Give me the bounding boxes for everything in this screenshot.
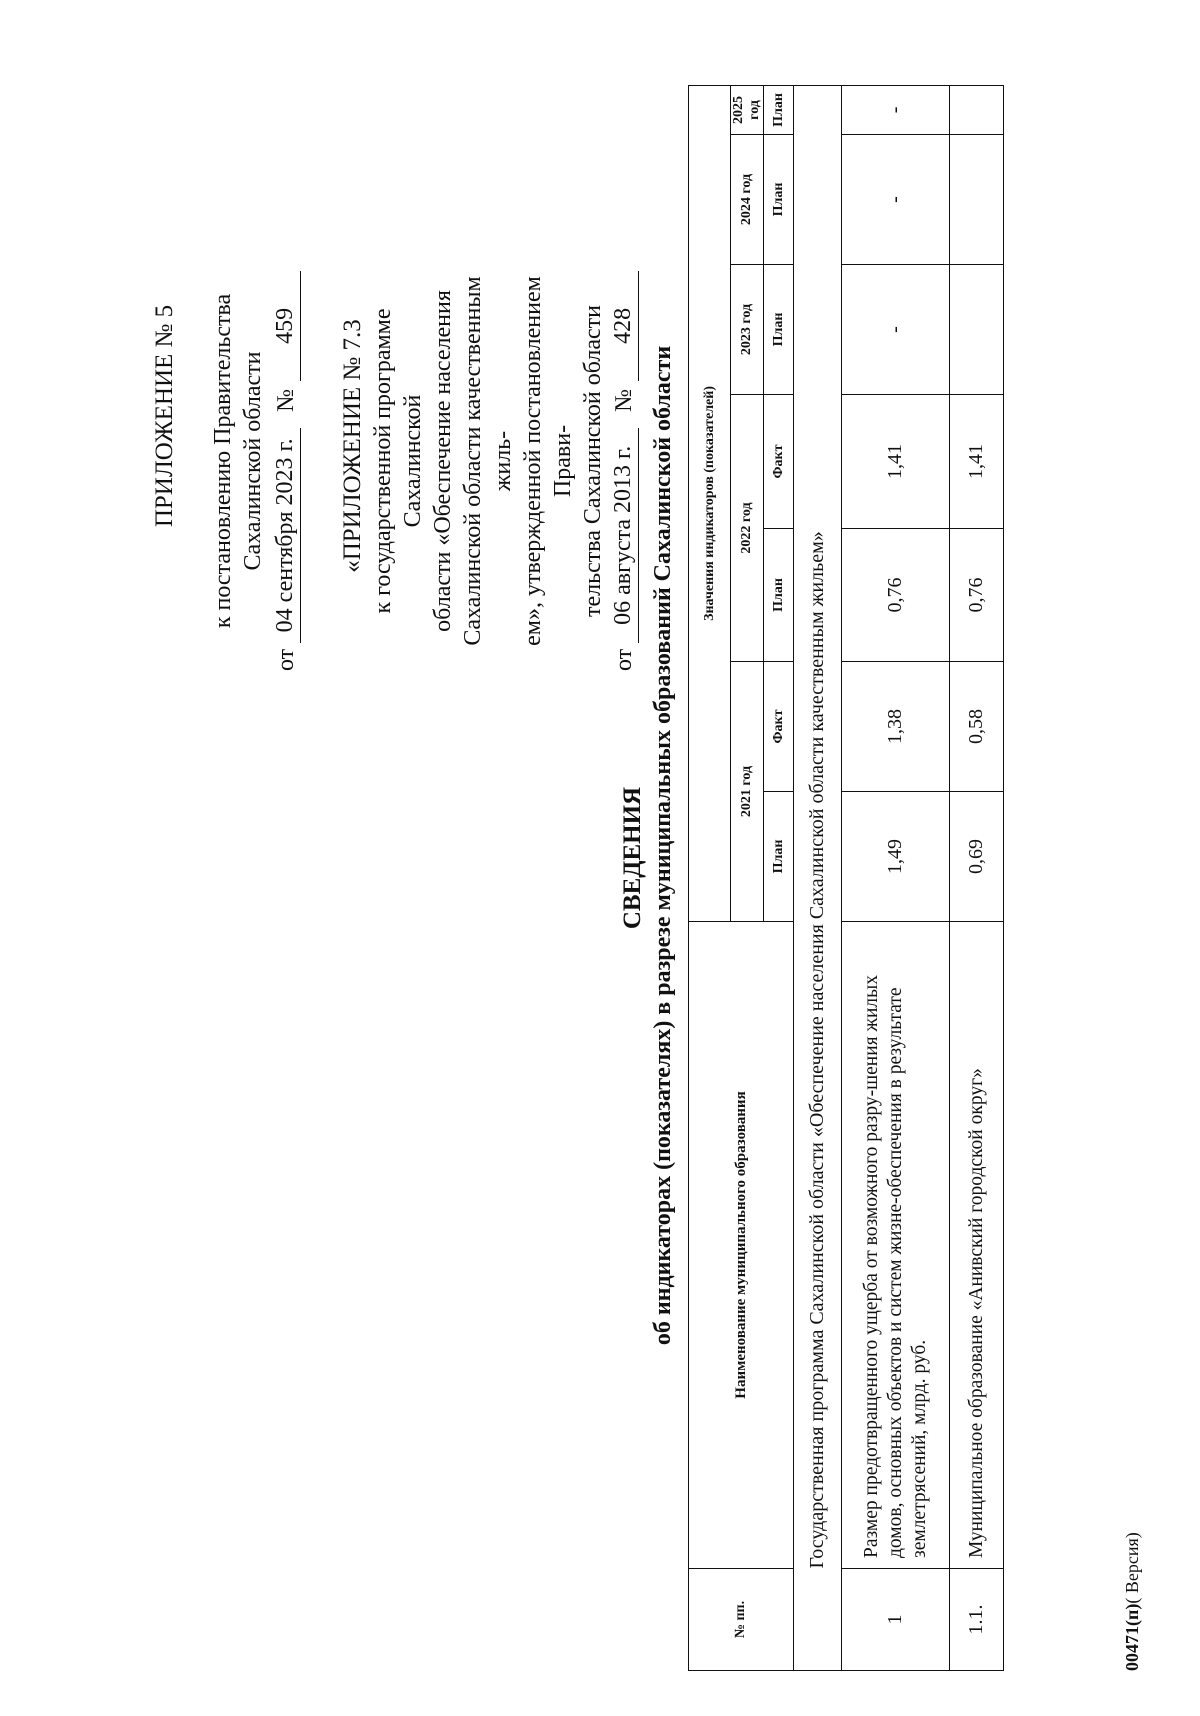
row-2022-plan: 0,76 — [842, 529, 950, 662]
plan-header: План — [764, 85, 794, 134]
from-label: от — [273, 648, 299, 671]
row-2021-plan: 0,69 — [950, 792, 1004, 922]
year-2024-header: 2024 год — [731, 135, 764, 265]
col-name-header: Наименование муниципального образования — [689, 922, 794, 1569]
number-label: № — [273, 388, 299, 412]
appendix-73-line5: тельства Сахалинской области — [580, 305, 606, 617]
row-2023-plan — [950, 265, 1004, 395]
appendix-5-block — [150, 251, 301, 671]
plan-header: План — [764, 792, 794, 922]
row-name: Муниципальное образование «Анивский городской округ» — [950, 922, 1004, 1569]
row-2024-plan — [950, 135, 1004, 265]
appendix-73-number: 428 — [608, 271, 639, 381]
row-2021-fact: 1,38 — [842, 662, 950, 792]
document-version: ( Версия) — [1122, 1532, 1142, 1604]
appendix-5-number: 459 — [270, 271, 301, 381]
appendix-5-line1: к постановлению Правительства — [210, 293, 236, 629]
table-row — [842, 85, 950, 1670]
row-num: 1.1. — [950, 1569, 1004, 1671]
plan-header: План — [764, 135, 794, 265]
document-code-number: 00471(п) — [1122, 1603, 1142, 1671]
program-num-cell — [794, 1569, 842, 1671]
row-2022-fact: 1,41 — [950, 395, 1004, 529]
row-2022-fact: 1,41 — [842, 395, 950, 529]
col-num-header: № пп. — [689, 1569, 794, 1671]
row-2022-plan: 0,76 — [950, 529, 1004, 662]
fact-header: Факт — [764, 395, 794, 529]
row-2021-plan: 1,49 — [842, 792, 950, 922]
from-label: от — [611, 648, 637, 671]
indicators-table — [688, 85, 1004, 1671]
appendix-73-date: 06 августа 2013 г. — [608, 428, 639, 643]
year-2025-header: 2025 год — [731, 85, 764, 134]
appendix-5-date-row — [270, 251, 301, 671]
appendix-73-line2: области «Обеспечение населения — [430, 290, 456, 632]
appendix-73-block — [338, 251, 639, 671]
table-row — [950, 85, 1004, 1670]
heading-title: СВЕДЕНИЯ — [619, 786, 646, 930]
plan-header: План — [764, 529, 794, 662]
year-2021-header: 2021 год — [731, 662, 764, 922]
program-row — [794, 85, 842, 1670]
appendix-73-line4: ем», утвержденной постановлением Прави- — [520, 276, 576, 646]
appendix-73-title: «ПРИЛОЖЕНИЕ № 7.3 — [339, 319, 366, 573]
appendix-5-line2: Сахалинской области — [240, 351, 266, 571]
col-values-header: Значения индикаторов (показателей) — [689, 85, 731, 921]
number-label: № — [611, 388, 637, 412]
row-2025-plan — [950, 85, 1004, 134]
appendix-73-line3: Сахалинской области качественным жиль- — [460, 276, 516, 646]
plan-header: План — [764, 265, 794, 395]
row-num: 1 — [842, 1569, 950, 1671]
heading-subtitle: об индикаторах (показателях) в разрезе муниципальных образований Сахалинской области — [650, 345, 676, 1346]
year-2022-header: 2022 год — [731, 395, 764, 662]
year-2023-header: 2023 год — [731, 265, 764, 395]
appendix-5-title: ПРИЛОЖЕНИЕ № 5 — [151, 304, 178, 528]
appendix-5-date: 04 сентября 2023 г. — [270, 428, 301, 643]
page-heading — [618, 0, 678, 1701]
row-2021-fact: 0,58 — [950, 662, 1004, 792]
header-row-1 — [689, 85, 731, 1670]
document-code — [1122, 1532, 1143, 1671]
row-2024-plan: - — [842, 135, 950, 265]
appendix-73-line1: к государственной программе Сахалинской — [370, 308, 426, 614]
row-name: Размер предотвращенного ущерба от возможного разру-шения жилых домов, основных объектов и систем жизне-обеспечения в результате землетрясений, млрд. руб. — [842, 922, 950, 1569]
row-2023-plan: - — [842, 265, 950, 395]
row-2025-plan: - — [842, 85, 950, 134]
program-name: Государственная программа Сахалинской области «Обеспечение населения Сахалинской области качественным жильем» — [794, 85, 842, 1568]
fact-header: Факт — [764, 662, 794, 792]
